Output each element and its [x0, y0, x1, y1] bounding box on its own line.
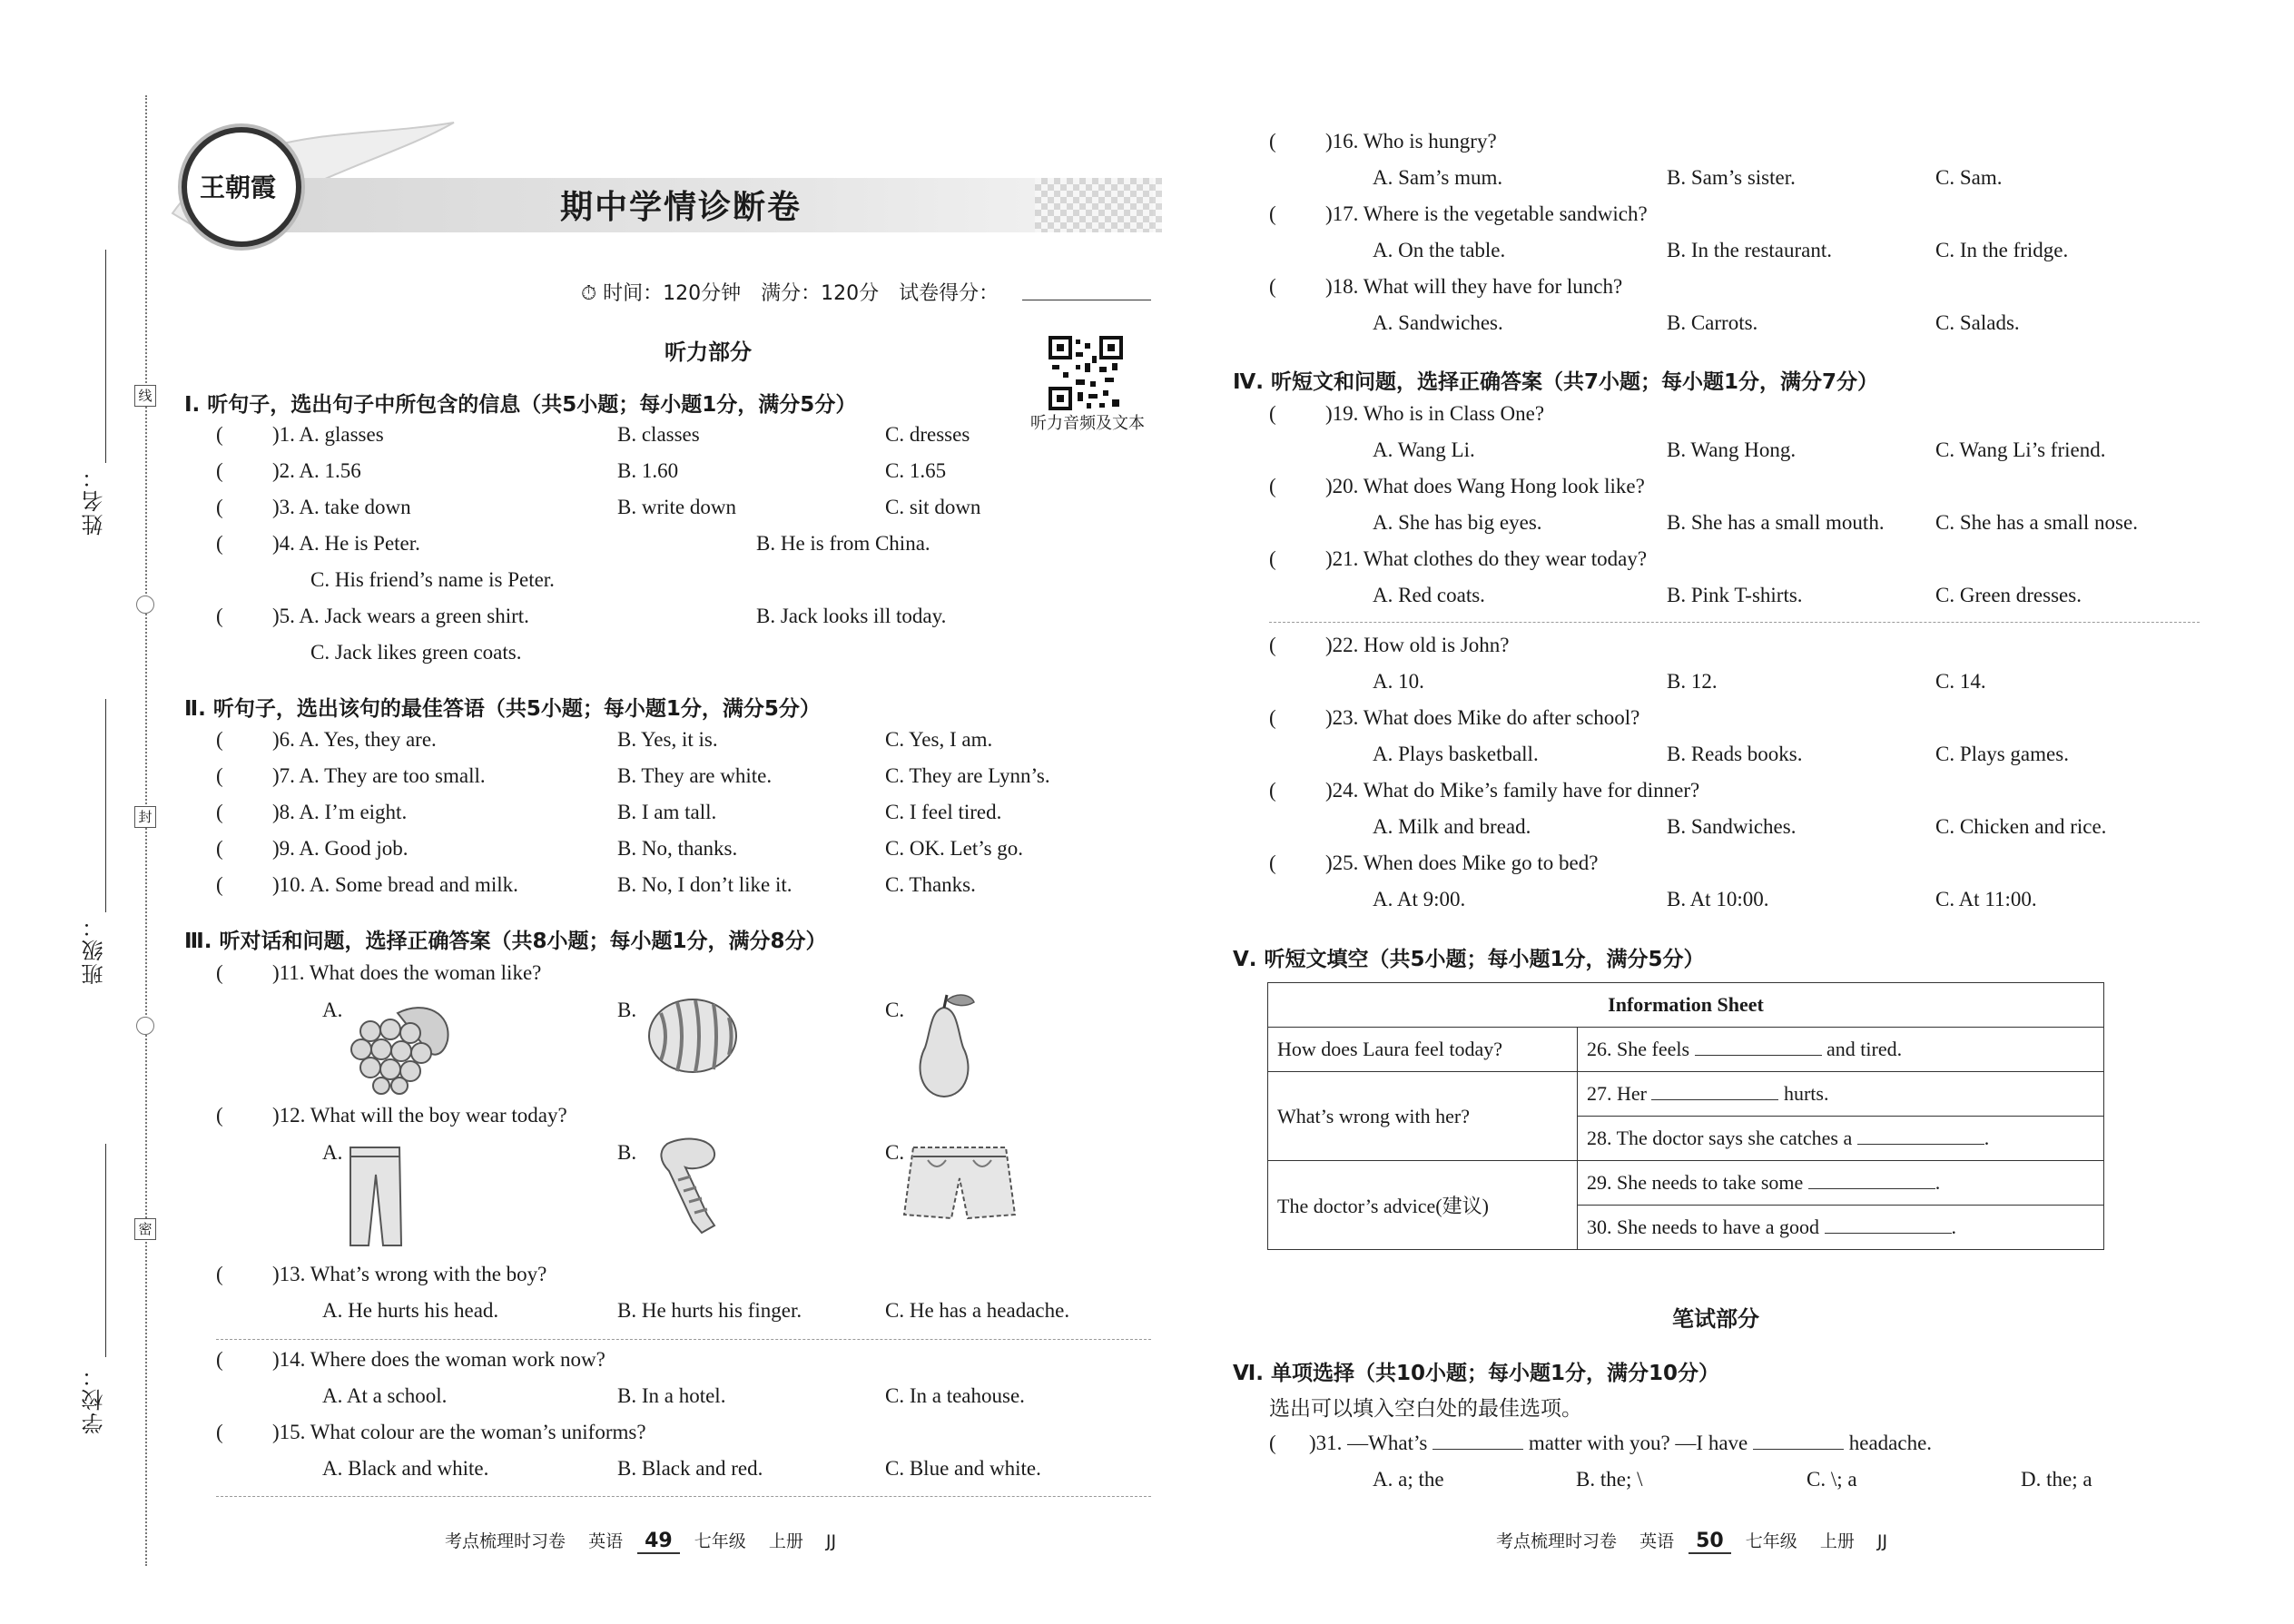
stem-part: )31. —What’s	[1309, 1432, 1428, 1454]
option-b: B. Sandwiches.	[1667, 815, 1797, 838]
option-b: B. In the restaurant.	[1667, 239, 1833, 261]
option-a: A. At a school.	[322, 1384, 448, 1407]
option-b: B. Wang Hong.	[1667, 438, 1797, 461]
answer-paren[interactable]: (	[1269, 475, 1276, 497]
table-cell	[1578, 1117, 2104, 1161]
option-c: C. \; a	[1807, 1468, 1857, 1491]
option-c: C. She has a small nose.	[1935, 511, 2138, 534]
question-stem: )21. What clothes do they wear today?	[1325, 547, 1648, 570]
question-stem: )10. A. Some bread and milk.	[272, 873, 518, 896]
question-stem: )15. What colour are the woman’s uniforms?	[272, 1421, 646, 1443]
table-cell: What’s wrong with her?	[1268, 1072, 1578, 1161]
answer-paren[interactable]: (	[1269, 634, 1276, 656]
option-c: C. Thanks.	[885, 873, 976, 896]
divider	[216, 1339, 1151, 1340]
option-a: A. Plays basketball.	[1373, 743, 1539, 765]
option-c: C. dresses	[885, 423, 970, 446]
footer-term: 上册	[768, 1531, 803, 1551]
option-c: C. At 11:00.	[1935, 888, 2037, 910]
binding-mark-seal: 封	[134, 806, 156, 828]
answer-paren[interactable]: (	[216, 961, 223, 984]
question-stem: )2. A. 1.56	[272, 459, 361, 482]
answer-paren[interactable]: (	[216, 764, 223, 787]
answer-paren[interactable]: (	[216, 423, 223, 446]
section-5-heading: Ⅴ. 听短文填空（共5小题；每小题1分，满分5分）	[1233, 948, 1705, 971]
table-cell	[1578, 1206, 2104, 1250]
option-b: B. They are white.	[617, 764, 773, 787]
question-stem: )16. Who is hungry?	[1325, 130, 1497, 153]
option-b-label: B.	[617, 999, 637, 1021]
option-a: A. Sam’s mum.	[1373, 166, 1503, 189]
school-line[interactable]	[105, 1144, 106, 1357]
option-a-label: A.	[322, 1141, 343, 1164]
footer-right	[1496, 1528, 1887, 1554]
question-stem: )12. What will the boy wear today?	[272, 1104, 567, 1127]
answer-paren[interactable]: (	[216, 605, 223, 627]
option-c: C. His friend’s name is Peter.	[310, 568, 555, 591]
section-6-heading: Ⅵ. 单项选择（共10小题；每小题1分，满分10分）	[1233, 1362, 1720, 1385]
option-c: C. 1.65	[885, 459, 947, 482]
question-stem: )19. Who is in Class One?	[1325, 402, 1545, 425]
option-b: B. He is from China.	[756, 532, 930, 555]
class-line[interactable]	[105, 699, 106, 912]
trousers-image[interactable]	[343, 1142, 407, 1251]
school-label: 学校：	[82, 1363, 107, 1434]
question-stem: )8. A. I’m eight.	[272, 801, 408, 823]
question-stem: )23. What does Mike do after school?	[1325, 706, 1640, 729]
option-b: B. In a hotel.	[617, 1384, 726, 1407]
answer-paren[interactable]: (	[216, 1263, 223, 1285]
option-c: C. He has a headache.	[885, 1299, 1070, 1322]
blank-suffix: hurts.	[1783, 1082, 1829, 1105]
option-c: C. Yes, I am.	[885, 728, 993, 751]
answer-blank-29[interactable]	[1808, 1188, 1935, 1189]
option-b: B. Pink T-shirts.	[1667, 584, 1803, 606]
blank-suffix: and tired.	[1826, 1038, 1903, 1060]
option-c: C. OK. Let’s go.	[885, 837, 1024, 860]
answer-paren[interactable]: (	[216, 459, 223, 482]
option-b: B. 12.	[1667, 670, 1718, 693]
option-b: B. the; \	[1576, 1468, 1643, 1491]
answer-blank-26[interactable]	[1695, 1055, 1822, 1056]
question-stem: )17. Where is the vegetable sandwich?	[1325, 202, 1648, 225]
section-4-heading: Ⅳ. 听短文和问题，选择正确答案（共7小题；每小题1分，满分7分）	[1233, 370, 1879, 394]
answer-paren[interactable]: (	[1269, 130, 1276, 153]
answer-paren[interactable]: (	[216, 532, 223, 555]
option-c-label: C.	[885, 1141, 905, 1164]
information-sheet-table	[1267, 982, 2104, 1250]
section-2-heading: Ⅱ. 听句子，选出该句的最佳答语（共5小题；每小题1分，满分5分）	[184, 697, 821, 721]
table-cell	[1578, 1028, 2104, 1072]
table-row	[1268, 1028, 2104, 1072]
option-a: A. Wang Li.	[1373, 438, 1475, 461]
exam-meta: ⏱ 时间：120分钟 满分：120分 试卷得分：	[581, 282, 999, 305]
option-a: A. Milk and bread.	[1373, 815, 1531, 838]
option-c: C. Salads.	[1935, 311, 2020, 334]
question-stem: )25. When does Mike go to bed?	[1325, 851, 1599, 874]
option-b: B. Reads books.	[1667, 743, 1803, 765]
table-cell: The doctor’s advice(建议)	[1268, 1161, 1578, 1250]
option-b: B. Yes, it is.	[617, 728, 718, 751]
option-b: B. classes	[617, 423, 700, 446]
footer-series: 考点梳理时习卷	[1496, 1531, 1618, 1551]
answer-blank-27[interactable]	[1651, 1099, 1778, 1100]
table-row	[1268, 1161, 2104, 1206]
footer-series: 考点梳理时习卷	[445, 1531, 566, 1551]
table-cell: How does Laura feel today?	[1268, 1028, 1578, 1072]
option-c: C. In the fridge.	[1935, 239, 2069, 261]
answer-paren[interactable]: (	[216, 801, 223, 823]
blank-suffix: .	[1951, 1216, 1956, 1238]
option-a: A. On the table.	[1373, 239, 1506, 261]
question-stem: )13. What’s wrong with the boy?	[272, 1263, 547, 1285]
qr-caption: 听力音频及文本	[1030, 414, 1145, 433]
scarf-image[interactable]	[649, 1135, 731, 1235]
option-b-label: B.	[617, 1141, 637, 1164]
answer-paren[interactable]: (	[216, 1348, 223, 1371]
answer-paren[interactable]: (	[216, 728, 223, 751]
question-stem: )24. What do Mike’s family have for dinner?	[1325, 779, 1700, 802]
option-c: C. sit down	[885, 496, 981, 518]
grapes-image[interactable]	[343, 995, 461, 1095]
binding-dotted-line	[145, 95, 147, 1566]
class-label: 班级：	[82, 914, 107, 985]
option-b: B. write down	[617, 496, 736, 518]
answer-paren[interactable]: (	[1269, 851, 1276, 874]
question-stem: )14. Where does the woman work now?	[272, 1348, 605, 1371]
section-3-heading: Ⅲ. 听对话和问题，选择正确答案（共8小题；每小题1分，满分8分）	[184, 930, 827, 953]
footer-edition: JJ	[825, 1531, 837, 1551]
option-a: A. He hurts his head.	[322, 1299, 499, 1322]
option-b: B. Carrots.	[1667, 311, 1758, 334]
answer-paren[interactable]: (	[216, 1421, 223, 1443]
binding-mark-secret: 密	[134, 1218, 156, 1240]
table-title: Information Sheet	[1268, 983, 2104, 1028]
question-stem: )3. A. take down	[272, 496, 411, 518]
option-c: C. In a teahouse.	[885, 1384, 1025, 1407]
blank-suffix: .	[1935, 1171, 1941, 1194]
section-6-instructions: 选出可以填入空白处的最佳选项。	[1269, 1397, 1582, 1421]
qr-code-icon[interactable]	[1049, 336, 1123, 410]
option-c: C. Wang Li’s friend.	[1935, 438, 2106, 461]
option-c: C. Chicken and rice.	[1935, 815, 2107, 838]
option-b: B. I am tall.	[617, 801, 717, 823]
question-stem: )11. What does the woman like?	[272, 961, 542, 984]
option-b: B. He hurts his finger.	[617, 1299, 802, 1322]
footer-subject: 英语	[1639, 1531, 1675, 1551]
question-stem	[1309, 1432, 1932, 1455]
question-stem: )9. A. Good job.	[272, 837, 409, 860]
binding-hole	[136, 1017, 154, 1035]
answer-paren[interactable]: (	[1269, 402, 1276, 425]
answer-paren[interactable]: (	[216, 873, 223, 896]
blank-prefix: 30. She needs to have a good	[1587, 1216, 1819, 1238]
footer-left	[445, 1528, 836, 1554]
shorts-image[interactable]	[901, 1142, 1019, 1224]
option-c: C. They are Lynn’s.	[885, 764, 1050, 787]
question-stem: )7. A. They are too small.	[272, 764, 486, 787]
answer-paren[interactable]: (	[1269, 779, 1276, 802]
name-label: 姓名：	[82, 465, 107, 536]
answer-paren[interactable]: (	[216, 496, 223, 518]
option-b: B. No, thanks.	[617, 837, 738, 860]
blank-prefix: 27. Her	[1587, 1082, 1647, 1105]
answer-paren[interactable]: (	[216, 837, 223, 860]
table-cell	[1578, 1072, 2104, 1117]
option-a: A. Red coats.	[1373, 584, 1485, 606]
answer-paren[interactable]: (	[1269, 1432, 1276, 1454]
binding-hole	[136, 595, 154, 614]
answer-paren[interactable]: (	[216, 1104, 223, 1127]
answer-paren[interactable]: (	[1269, 547, 1276, 570]
blank-prefix: 29. She needs to take some	[1587, 1171, 1804, 1194]
page-title: 期中学情诊断卷	[559, 189, 802, 226]
option-a-label: A.	[322, 999, 343, 1021]
question-stem: )22. How old is John?	[1325, 634, 1510, 656]
option-d: D. the; a	[2021, 1468, 2092, 1491]
option-b: B. At 10:00.	[1667, 888, 1769, 910]
option-c: C. Jack likes green coats.	[310, 641, 522, 664]
option-c: C. Blue and white.	[885, 1457, 1041, 1480]
banner-checker-pattern	[1035, 178, 1162, 232]
answer-blank-28[interactable]	[1857, 1144, 1984, 1145]
table-cell	[1578, 1161, 2104, 1206]
table-row	[1268, 1072, 2104, 1117]
question-stem: )6. A. Yes, they are.	[272, 728, 437, 751]
answer-blank-30[interactable]	[1825, 1233, 1952, 1234]
pear-image[interactable]	[903, 991, 985, 1100]
footer-grade: 七年级	[1745, 1531, 1797, 1551]
section-1-heading: Ⅰ. 听句子，选出句子中所包含的信息（共5小题；每小题1分，满分5分）	[184, 393, 857, 417]
option-a: A. At 9:00.	[1373, 888, 1466, 910]
blank-suffix: .	[1984, 1127, 1990, 1149]
option-c: C. Green dresses.	[1935, 584, 2082, 606]
option-b: B. She has a small mouth.	[1667, 511, 1885, 534]
footer-term: 上册	[1819, 1531, 1855, 1551]
page-number: 49	[637, 1530, 680, 1554]
option-b: B. Black and red.	[617, 1457, 763, 1480]
option-c-label: C.	[885, 999, 905, 1021]
page-number: 50	[1689, 1530, 1731, 1554]
answer-paren[interactable]: (	[1269, 706, 1276, 729]
answer-paren[interactable]: (	[1269, 202, 1276, 225]
option-c: C. 14.	[1935, 670, 1986, 693]
binding-mark-line: 线	[134, 385, 156, 407]
option-a: A. a; the	[1373, 1468, 1444, 1491]
question-stem: )18. What will they have for lunch?	[1325, 275, 1623, 298]
option-c: C. I feel tired.	[885, 801, 1002, 823]
option-b: B. No, I don’t like it.	[617, 873, 793, 896]
footer-subject: 英语	[588, 1531, 624, 1551]
listening-part-heading: 听力部分	[665, 340, 752, 365]
answer-blank[interactable]	[1433, 1449, 1523, 1450]
option-b: B. Jack looks ill today.	[756, 605, 947, 627]
option-a: A. Black and white.	[322, 1457, 489, 1480]
question-stem: )5. A. Jack wears a green shirt.	[272, 605, 529, 627]
blank-prefix: 26. She feels	[1587, 1038, 1690, 1060]
footer-grade: 七年级	[694, 1531, 746, 1551]
option-c: C. Sam.	[1935, 166, 2003, 189]
option-a: A. Sandwiches.	[1373, 311, 1503, 334]
blank-prefix: 28. The doctor says she catches a	[1587, 1127, 1853, 1149]
stem-part: headache.	[1848, 1432, 1933, 1454]
divider	[1269, 622, 2200, 623]
question-stem: )4. A. He is Peter.	[272, 532, 420, 555]
stem-part: matter with you? —I have	[1528, 1432, 1748, 1454]
answer-blank[interactable]	[1753, 1449, 1844, 1450]
writing-part-heading: 笔试部分	[1672, 1306, 1759, 1332]
divider	[216, 1496, 1151, 1497]
watermelon-image[interactable]	[643, 995, 743, 1077]
name-line[interactable]	[105, 250, 106, 463]
option-a: A. She has big eyes.	[1373, 511, 1542, 534]
option-b: B. Sam’s sister.	[1667, 166, 1796, 189]
brand-logo-text: 王朝霞	[199, 172, 276, 202]
question-stem: )20. What does Wang Hong look like?	[1325, 475, 1645, 497]
question-stem: )1. A. glasses	[272, 423, 384, 446]
option-c: C. Plays games.	[1935, 743, 2069, 765]
answer-paren[interactable]: (	[1269, 275, 1276, 298]
footer-edition: JJ	[1876, 1531, 1888, 1551]
option-a: A. 10.	[1373, 670, 1424, 693]
option-b: B. 1.60	[617, 459, 679, 482]
